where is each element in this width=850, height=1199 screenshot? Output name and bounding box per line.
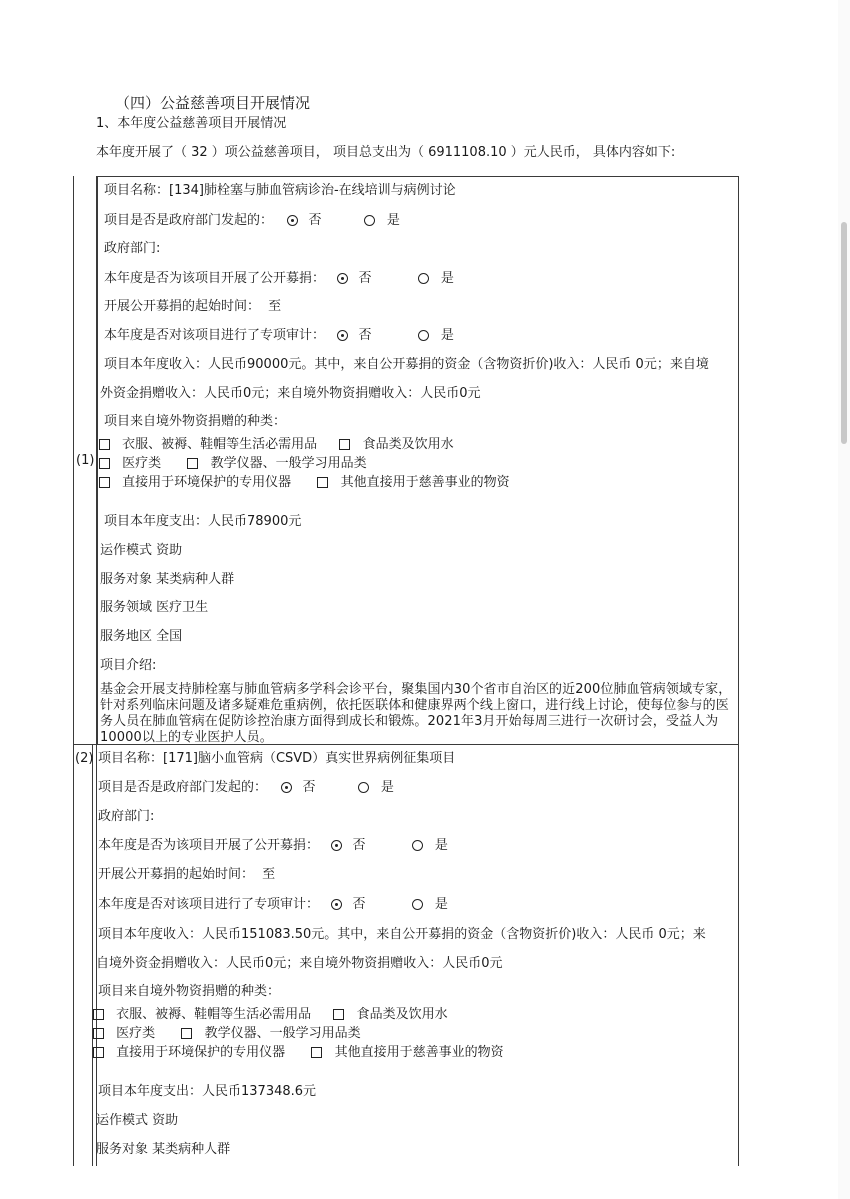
summary-line: 本年度开展了（ 32 ）项公益慈善项目， 项目总支出为（ 6911108.10 ）元人民币， 具体内容如下:	[96, 145, 676, 160]
operation-mode: 运作模式 资助	[96, 1113, 179, 1128]
section-title: （四）公益慈善项目开展情况	[115, 94, 311, 112]
service-region: 服务地区 全国	[100, 629, 183, 644]
gov-initiated-row	[98, 780, 394, 796]
checkbox-env[interactable]	[93, 1047, 104, 1058]
checkbox-other-label: 其他直接用于慈善事业的物资	[334, 1045, 504, 1060]
checkbox-medical[interactable]	[99, 458, 110, 469]
fundraising-start-label: 开展公开募捐的起始时间：	[104, 299, 261, 314]
special-audit-label: 本年度是否对该项目进行了专项审计：	[104, 328, 326, 343]
radio-no-selected[interactable]	[331, 899, 342, 910]
radio-no-selected[interactable]	[331, 840, 342, 851]
radio-no-selected[interactable]	[281, 782, 292, 793]
fundraising-to: 至	[268, 299, 282, 314]
checkbox-other[interactable]	[317, 477, 328, 488]
service-field: 服务领域 医疗卫生	[100, 600, 209, 615]
public-fundraising-label: 本年度是否为该项目开展了公开募捐：	[98, 838, 320, 853]
income-line-1: 项目本年度收入：人民币90000元。其中，来自公开募捐的资金（含物资折价)收入：人民币 0元；来自境	[104, 357, 709, 372]
radio-yes-label: 是	[380, 780, 394, 795]
radio-no-label: 否	[308, 213, 322, 228]
checkbox-env[interactable]	[99, 477, 110, 488]
checkbox-clothing[interactable]	[99, 439, 110, 450]
radio-yes[interactable]	[418, 330, 429, 341]
sub-title: 1、本年度公益慈善项目开展情况	[96, 116, 287, 131]
checkbox-other[interactable]	[311, 1047, 322, 1058]
table-border-right	[738, 176, 739, 1166]
radio-no-selected[interactable]	[337, 330, 348, 341]
index-column-divider-1	[97, 176, 98, 744]
project-name: 项目名称：[171]脑小血管病（CSVD）真实世界病例征集项目	[98, 751, 456, 766]
public-fundraising-row	[104, 271, 454, 287]
fundraising-start-row	[98, 867, 275, 883]
checkbox-row-2	[93, 1026, 361, 1042]
radio-no-selected[interactable]	[337, 273, 348, 284]
radio-yes[interactable]	[412, 899, 423, 910]
project-index: (2)	[75, 751, 94, 766]
operation-mode: 运作模式 资助	[100, 543, 183, 558]
checkbox-food[interactable]	[333, 1009, 344, 1020]
service-target: 服务对象 某类病种人群	[100, 572, 235, 587]
special-audit-row	[104, 328, 454, 344]
checkbox-teaching-label: 教学仪器、一般学习用品类	[210, 456, 367, 471]
income-line-2: 自境外资金捐赠收入：人民币0元；来自境外物资捐赠收入：人民币0元	[96, 956, 503, 971]
radio-yes-label: 是	[440, 271, 454, 286]
index-column-left-1	[73, 176, 74, 744]
expense: 项目本年度支出：人民币78900元	[104, 514, 302, 529]
checkbox-env-label: 直接用于环境保护的专用仪器	[116, 1045, 286, 1060]
public-fundraising-label: 本年度是否为该项目开展了公开募捐：	[104, 271, 326, 286]
radio-no-selected[interactable]	[287, 215, 298, 226]
fundraising-to: 至	[262, 867, 276, 882]
scrollbar-thumb[interactable]	[841, 222, 847, 444]
checkbox-medical-label: 医疗类	[122, 456, 162, 471]
checkbox-teaching[interactable]	[187, 458, 198, 469]
radio-no-label: 否	[302, 780, 316, 795]
checkbox-clothing-label: 衣服、被褥、鞋帽等生活必需用品	[116, 1007, 312, 1022]
checkbox-teaching-label: 教学仪器、一般学习用品类	[204, 1026, 361, 1041]
checkbox-food-label: 食品类及饮用水	[356, 1007, 448, 1022]
checkbox-row-3	[99, 475, 510, 491]
radio-yes-label: 是	[434, 838, 448, 853]
radio-yes[interactable]	[358, 782, 369, 793]
radio-no-label: 否	[352, 897, 366, 912]
index-column-left-2	[73, 744, 74, 1166]
radio-no-label: 否	[358, 328, 372, 343]
radio-yes-label: 是	[440, 328, 454, 343]
radio-no-label: 否	[358, 271, 372, 286]
project-name: 项目名称：[134]肺栓塞与肺血管病诊治-在线培训与病例讨论	[104, 183, 456, 198]
radio-yes[interactable]	[364, 215, 375, 226]
special-audit-label: 本年度是否对该项目进行了专项审计：	[98, 897, 320, 912]
table-border-top	[96, 176, 739, 177]
special-audit-row	[98, 897, 448, 913]
checkbox-row-1	[99, 437, 454, 453]
fundraising-start-label: 开展公开募捐的起始时间：	[98, 867, 255, 882]
project-index: (1)	[76, 453, 95, 468]
income-line-2: 外资金捐赠收入：人民币0元；来自境外物资捐赠收入：人民币0元	[100, 386, 481, 401]
checkbox-env-label: 直接用于环境保护的专用仪器	[122, 475, 292, 490]
radio-yes[interactable]	[412, 840, 423, 851]
gov-initiated-row	[104, 213, 400, 229]
scrollbar-track[interactable]	[838, 0, 850, 1199]
donation-types-label: 项目来自境外物资捐赠的种类：	[98, 984, 281, 999]
income-line-1: 项目本年度收入：人民币151083.50元。其中，来自公开募捐的资金（含物资折价)收入：人民币 0元；来	[98, 927, 706, 942]
checkbox-row-3	[93, 1045, 504, 1061]
public-fundraising-row	[98, 838, 448, 854]
intro-label: 项目介绍:	[100, 658, 157, 673]
index-column-divider-2	[92, 744, 93, 1166]
gov-initiated-label: 项目是否是政府部门发起的：	[98, 780, 268, 795]
expense: 项目本年度支出：人民币137348.6元	[98, 1084, 317, 1099]
gov-dept: 政府部门:	[98, 809, 155, 824]
checkbox-food-label: 食品类及饮用水	[362, 437, 454, 452]
intro-text: 基金会开展支持肺栓塞与肺血管病多学科会诊平台，聚集国内30个省市自治区的近200位肺血管病领域专家，针对系列临床问题及诸多疑难危重病例，依托医联体和健康界两个线上窗口，进行线上讨论，使每位参与的医务人员在肺血管病在促防诊控治康方面得到成长和锻炼。2021年3月开始每周三进行一次研讨会，受益人为10000以上的专业医护人员。	[100, 682, 732, 745]
radio-yes-label: 是	[386, 213, 400, 228]
checkbox-medical-label: 医疗类	[116, 1026, 156, 1041]
donation-types-label: 项目来自境外物资捐赠的种类：	[104, 414, 287, 429]
gov-initiated-label: 项目是否是政府部门发起的：	[104, 213, 274, 228]
radio-yes[interactable]	[418, 273, 429, 284]
checkbox-clothing-label: 衣服、被褥、鞋帽等生活必需用品	[122, 437, 318, 452]
gov-dept: 政府部门:	[104, 241, 161, 256]
checkbox-clothing[interactable]	[93, 1009, 104, 1020]
checkbox-teaching[interactable]	[181, 1028, 192, 1039]
radio-no-label: 否	[352, 838, 366, 853]
checkbox-row-2	[99, 456, 367, 472]
radio-yes-label: 是	[434, 897, 448, 912]
fundraising-start-row	[104, 299, 281, 315]
service-target: 服务对象 某类病种人群	[96, 1142, 231, 1157]
checkbox-row-1	[93, 1007, 448, 1023]
checkbox-other-label: 其他直接用于慈善事业的物资	[340, 475, 510, 490]
checkbox-food[interactable]	[339, 439, 350, 450]
checkbox-medical[interactable]	[93, 1028, 104, 1039]
